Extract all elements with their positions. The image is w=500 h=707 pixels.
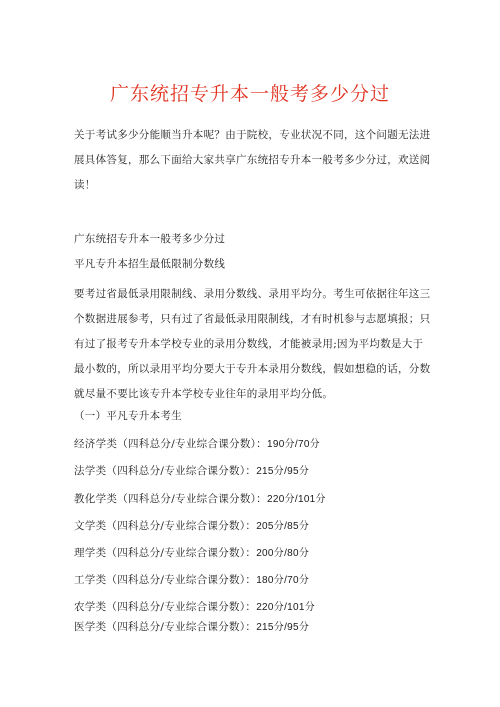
score-value: 220分/101分 (267, 494, 326, 505)
score-value: 190分/70分 (267, 439, 320, 450)
intro-paragraph: 关于考试多少分能顺当升本呢？由于院校，专业状况不同，这个问题无法进展具体答复，那么下面给大家共享广东统招专升本一般考多少分过，欢送阅读！ (74, 129, 431, 191)
score-value: 220分/101分 (256, 602, 316, 613)
score-value: 180分/70分 (256, 575, 310, 586)
score-label: 法学类（四科总分/专业综合课分数）： (74, 465, 257, 477)
score-row (74, 546, 309, 561)
score-value: 215分/95分 (256, 466, 310, 477)
score-label: 工学类（四科总分/专业综合课分数）： (74, 574, 257, 586)
score-row (74, 519, 309, 534)
score-row (74, 492, 326, 507)
body-paragraph: 要考过省最低录用限制线、录用分数线、录用平均分。考生可依据往年这三个数据进展参考，只有过了省最低录用限制线，才有时机参与志愿填报；只有过了报考专升本学校专业的录用分数线，才能被录用;因为平均数是大于最小数的，所以录用平均分要大于专升本录用分数线，假如想稳的话，分数就尽量不要比该专升本学校专业往年的录用平均分低。 (74, 288, 431, 400)
score-row (74, 464, 309, 479)
score-label: 农学类（四科总分/专业综合课分数）： (74, 601, 257, 613)
score-row (74, 600, 315, 615)
score-label: 经济学类（四科总分/专业综合课分数）： (74, 438, 267, 450)
score-row (74, 573, 309, 588)
section-heading: 广东统招专升本一般考多少分过 (74, 233, 226, 245)
score-label: 教化学类（四科总分/专业综合课分数）： (74, 493, 267, 505)
score-row (74, 620, 309, 635)
sub-heading: 平凡专升本招生最低限制分数线 (74, 258, 226, 270)
group-heading: （一）平凡专升本考生 (74, 410, 182, 422)
score-row (74, 437, 320, 452)
page-title: 广东统招专升本一般考多少分过 (109, 83, 390, 105)
score-value: 205分/85分 (256, 521, 310, 532)
score-value: 200分/80分 (256, 548, 310, 559)
score-value: 215分/95分 (256, 622, 310, 633)
score-label: 文学类（四科总分/专业综合课分数）： (74, 520, 257, 532)
score-label: 医学类（四科总分/专业综合课分数）： (74, 621, 257, 633)
score-label: 理学类（四科总分/专业综合课分数）： (74, 547, 257, 559)
